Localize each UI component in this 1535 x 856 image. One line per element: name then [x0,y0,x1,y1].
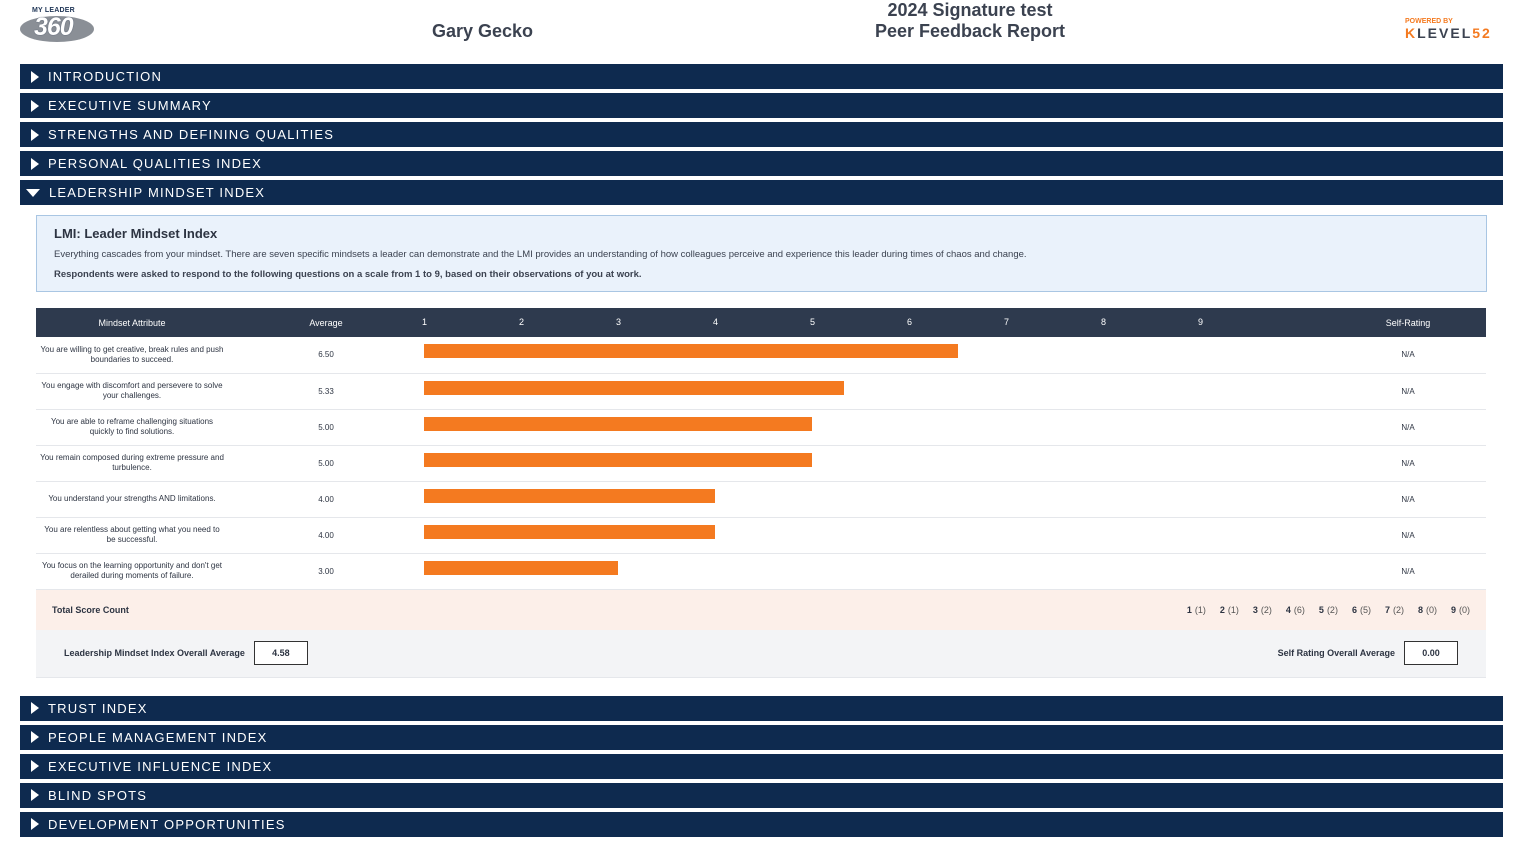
section-label: EXECUTIVE INFLUENCE INDEX [48,758,273,774]
average-value: 5.00 [228,409,424,445]
report-title [860,0,1080,42]
score-count [1451,605,1470,615]
table-header-row [36,308,1486,337]
score-count-value: (0) [1459,604,1470,615]
section-label: INTRODUCTION [48,69,163,84]
section-development-opportunities[interactable] [20,812,1503,837]
score-number: 4 [1285,604,1291,615]
average-value: 5.33 [228,373,424,409]
section-label: PERSONAL QUALITIES INDEX [48,156,262,171]
caret-right-icon [31,100,39,112]
average-bar [424,561,618,575]
mindset-attribute: You focus on the learning opportunity and don't get derailed during moments of failure. [36,553,228,589]
lmi-table [36,308,1486,590]
mindset-attribute: You are willing to get creative, break rules and push boundaries to succeed. [36,337,228,373]
bar-cell [424,373,1330,409]
self-rating-value: N/A [1330,409,1486,445]
scale-tick-label: 3 [616,317,622,327]
section-label: STRENGTHS AND DEFINING QUALITIES [48,127,335,142]
lmi-overall-group [64,641,308,665]
score-number: 3 [1252,604,1258,615]
average-bar [424,489,715,503]
scale-tick-label: 6 [907,317,913,327]
lmi-intro-box [36,215,1487,292]
section-leadership-mindset-index[interactable] [20,180,1503,205]
section-label: EXECUTIVE SUMMARY [48,98,212,113]
logo-top-text: MY LEADER [32,7,75,14]
scale-tick-label: 4 [713,317,719,327]
average-value: 4.00 [228,517,424,553]
bar-cell [424,553,1330,589]
score-number: 8 [1417,604,1423,615]
section-label: DEVELOPMENT OPPORTUNITIES [48,816,286,832]
section-strengths-and-defining-qualities[interactable] [20,122,1503,147]
section-label: LEADERSHIP MINDSET INDEX [49,185,266,200]
section-personal-qualities-index[interactable] [20,151,1503,176]
table-row [36,337,1486,373]
powered-by-text: POWERED BY [1405,18,1453,25]
score-count-value: (2) [1392,604,1404,615]
section-label: TRUST INDEX [48,700,148,716]
brand-num: 52 [1472,25,1492,41]
table-row [36,553,1486,589]
brand-wordmark [1405,25,1503,41]
self-rating-value: N/A [1330,553,1486,589]
caret-right-icon [31,818,39,830]
self-overall-group [1278,641,1458,665]
score-number: 5 [1318,604,1324,615]
section-introduction[interactable] [20,64,1503,89]
table-row [36,481,1486,517]
section-people-management-index[interactable] [20,725,1503,750]
score-count-value: (5) [1359,604,1371,615]
score-count [1253,605,1272,615]
average-bar [424,417,812,431]
self-rating-value: N/A [1330,373,1486,409]
average-value: 4.00 [228,481,424,517]
report-accordion [20,64,1503,837]
score-count-value: (0) [1425,604,1437,615]
average-bar [424,344,958,358]
overall-average-row [36,630,1486,678]
caret-right-icon [31,789,39,801]
bar-cell [424,337,1330,373]
caret-right-icon [31,760,39,772]
report-title-line2: Peer Feedback Report [874,21,1066,41]
scale-tick-label: 2 [519,317,525,327]
table-row [36,373,1486,409]
score-count [1418,605,1437,615]
score-number: 9 [1450,604,1456,615]
report-header [0,0,1535,64]
average-value: 3.00 [228,553,424,589]
average-bar [424,453,812,467]
score-count [1385,605,1404,615]
bar-cell [424,517,1330,553]
mindset-attribute: You understand your strengths AND limitations. [36,481,228,517]
score-number: 7 [1384,604,1390,615]
score-count [1220,605,1239,615]
person-name: Gary Gecko [432,21,534,41]
self-rating-value: N/A [1330,337,1486,373]
caret-right-icon [31,71,39,83]
table-row [36,517,1486,553]
score-counts [1187,605,1470,615]
total-score-label: Total Score Count [52,604,129,615]
lmi-instruction: Respondents were asked to respond to the following questions on a scale from 1 to 9, based on their observations of you at work. [54,269,642,280]
bar-cell [424,445,1330,481]
caret-down-icon [26,189,40,197]
section-executive-influence-index[interactable] [20,754,1503,779]
score-count-value: (2) [1326,604,1338,615]
table-row [36,445,1486,481]
score-number: 2 [1219,604,1225,615]
self-overall-label: Self Rating Overall Average [1277,648,1395,658]
lmi-overall-label: Leadership Mindset Index Overall Average [64,648,245,658]
self-overall-value: 0.00 [1404,641,1458,665]
self-rating-value: N/A [1330,445,1486,481]
mindset-attribute: You are relentless about getting what you need to be successful. [36,517,228,553]
caret-right-icon [31,731,39,743]
lmi-overall-value: 4.58 [254,641,308,665]
self-rating-value: N/A [1330,481,1486,517]
col-self-rating: Self-Rating [1330,308,1486,337]
scale-tick-label: 5 [810,317,816,327]
self-rating-value: N/A [1330,517,1486,553]
total-score-count-row [36,590,1486,630]
bar-cell [424,409,1330,445]
scale-tick-label: 7 [1004,317,1010,327]
report-title-line1: 2024 Signature test [887,0,1053,20]
scale-tick-label: 1 [422,317,428,327]
score-number: 1 [1186,604,1192,615]
section-label: BLIND SPOTS [48,787,148,803]
section-label: PEOPLE MANAGEMENT INDEX [48,729,268,745]
score-count [1187,605,1206,615]
col-attribute: Mindset Attribute [36,308,228,337]
section-executive-summary[interactable] [20,93,1503,118]
lmi-title: LMI: Leader Mindset Index [54,226,218,241]
scale-tick-label: 8 [1101,317,1107,327]
myleader360-logo [20,4,94,44]
bar-cell [424,481,1330,517]
mindset-attribute: You are able to reframe challenging situations quickly to find solutions. [36,409,228,445]
scale-tick-label: 9 [1198,317,1204,327]
lmi-panel [20,209,1503,686]
brand-k: K [1405,25,1418,41]
level52-logo [1405,18,1503,41]
score-count-value: (6) [1293,604,1305,615]
logo-number: 360 [34,13,73,41]
lmi-description: Everything cascades from your mindset. There are seven specific mindsets a leader can demonstrate and the LMI provides an understanding of how colleagues perceive and experience this leader during times of chaos and change. [54,249,1027,260]
caret-right-icon [31,702,39,714]
average-bar [424,381,844,395]
score-number: 6 [1351,604,1357,615]
average-value: 5.00 [228,445,424,481]
section-trust-index[interactable] [20,696,1503,721]
average-bar [424,525,715,539]
mindset-attribute: You remain composed during extreme pressure and turbulence. [36,445,228,481]
caret-right-icon [31,158,39,170]
mindset-attribute: You engage with discomfort and persevere to solve your challenges. [36,373,228,409]
score-count [1352,605,1371,615]
section-blind-spots[interactable] [20,783,1503,808]
score-count-value: (2) [1260,604,1272,615]
score-count-value: (1) [1194,604,1206,615]
brand-text: LEVEL [1417,25,1473,41]
table-row [36,409,1486,445]
col-average: Average [228,308,424,337]
score-count [1319,605,1338,615]
score-count-value: (1) [1227,604,1239,615]
col-scale [424,308,1330,337]
caret-right-icon [31,129,39,141]
score-count [1286,605,1305,615]
average-value: 6.50 [228,337,424,373]
